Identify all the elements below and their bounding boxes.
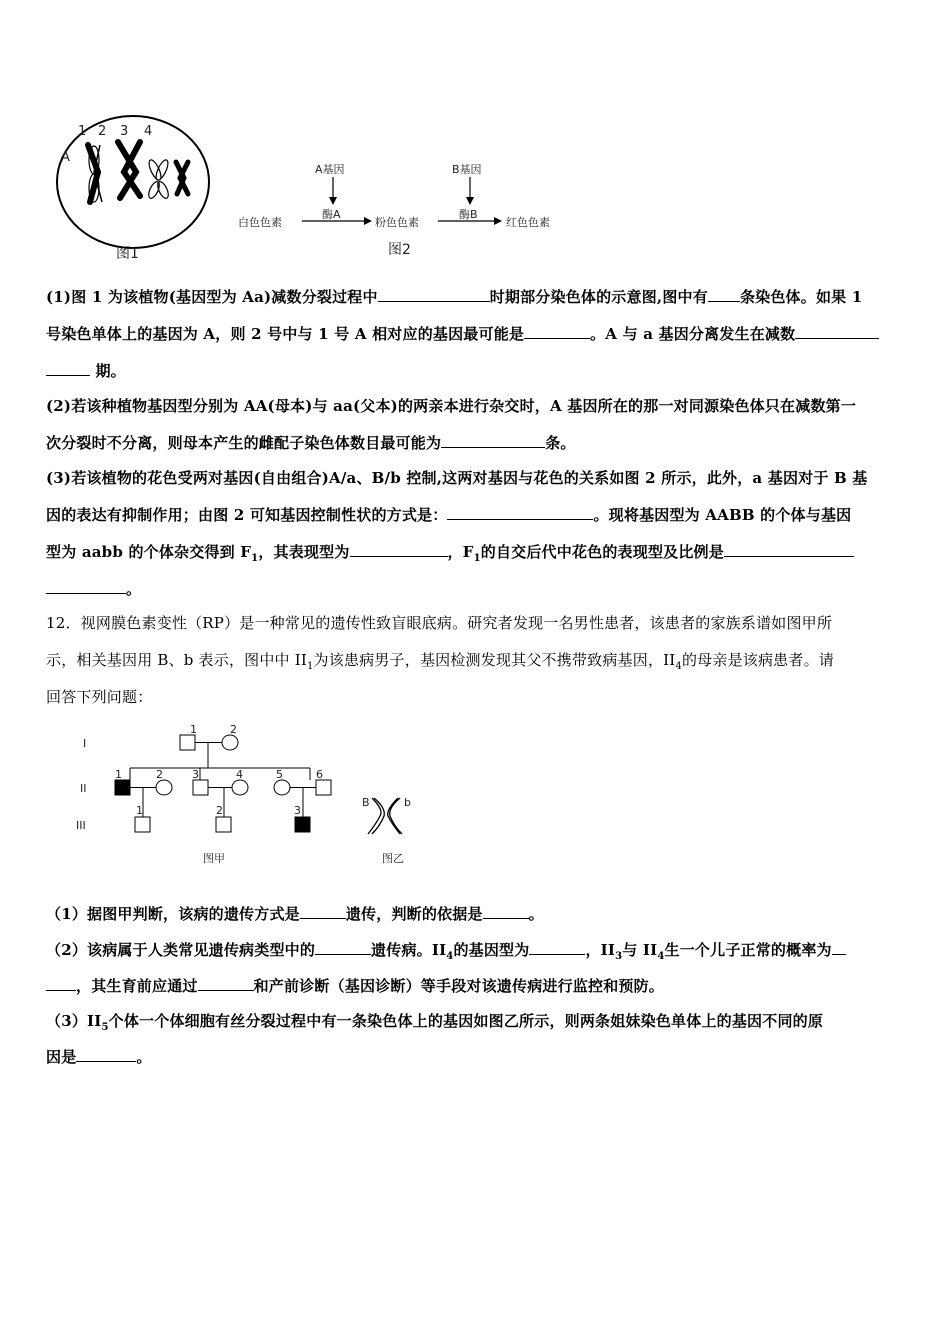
q11-part2-line2 (46, 433, 906, 453)
text: 因是 (46, 1048, 77, 1066)
subscript: 3 (615, 951, 623, 962)
figure-1 (50, 110, 215, 265)
q11-part3-line1 (46, 468, 906, 488)
cell-diagram (50, 110, 215, 265)
text: (1)图 1 为该植物(基因型为 Aa)减数分裂过程中 (46, 288, 378, 306)
text: 期。 (95, 362, 126, 380)
individual-ii-1: 1 (115, 768, 122, 781)
q11-part1-line3 (46, 361, 906, 381)
subscript: 4 (675, 661, 682, 672)
allele-b-lower: b (404, 796, 411, 809)
subscript: 4 (657, 951, 665, 962)
text: 回答下列问题： (46, 688, 153, 706)
answer-blank[interactable] (315, 940, 371, 955)
individual-iii-3: 3 (294, 804, 301, 817)
text: 为该患病男子，基因检测发现其父不携带致病基因，II (313, 651, 676, 669)
chromosome-number-1: 1 (78, 124, 87, 139)
subscript: 4 (446, 951, 454, 962)
individual-iii-2: 2 (216, 804, 223, 817)
answer-blank[interactable] (46, 579, 126, 594)
text: 条染色体。如果 1 (739, 288, 863, 306)
pigment-red: 红色色素 (506, 216, 550, 229)
subscript: 1 (251, 553, 259, 564)
pigment-white: 白色色素 (238, 216, 282, 229)
answer-blank[interactable] (529, 940, 585, 955)
text: 。现将基因型为 AABB 的个体与基因 (593, 506, 852, 524)
q11-part3-line4 (46, 579, 906, 599)
answer-blank[interactable] (441, 433, 545, 448)
text: 遗传病。II (371, 941, 447, 959)
chromosome-small-dark (176, 162, 188, 194)
q11-part1-line2 (46, 324, 906, 344)
chromosome-number-2: 2 (98, 124, 107, 139)
text: 。 (126, 580, 142, 598)
answer-blank[interactable] (378, 287, 490, 302)
text: 和产前诊断（基因诊断）等手段对该遗传病进行监控和预防。 (253, 977, 665, 995)
gene-a-label: A基因 (315, 163, 345, 176)
text: 号染色单体上的基因为 A，则 2 号中与 1 号 A 相对应的基因最可能是 (46, 325, 525, 343)
individual-ii-2: 2 (156, 768, 163, 781)
chromosome-number-3: 3 (120, 124, 129, 139)
text: ，F (447, 543, 474, 561)
figure-yi-caption: 图乙 (382, 852, 404, 865)
answer-blank[interactable] (46, 361, 90, 376)
text: ，其生育前应通过 (76, 977, 198, 995)
text: 条。 (545, 434, 576, 452)
text: 的母亲是该病患者。请 (681, 651, 834, 669)
text: 时期部分染色体的示意图,图中有 (489, 288, 708, 306)
enzyme-a-label: 酶A (322, 208, 341, 221)
text: (2)若该种植物基因型分别为 AA(母本)与 aa(父本)的两亲本进行杂交时，A 基因所在的那一对同源染色体只在减数第一 (46, 397, 857, 415)
individual-iii-1: 1 (136, 804, 143, 817)
generation-label-iii: III (76, 819, 86, 832)
gene-b-label: B基因 (452, 163, 482, 176)
subscript: 1 (306, 661, 314, 672)
answer-blank[interactable] (795, 324, 879, 339)
q12-sub3-line2 (46, 1047, 906, 1067)
figure-2-caption: 图2 (388, 242, 411, 258)
figure-2 (230, 155, 580, 265)
text: 型为 aabb 的个体杂交得到 F (46, 543, 252, 561)
subscript: 5 (101, 1022, 109, 1033)
answer-blank[interactable] (300, 904, 346, 919)
allele-b-upper: B (362, 796, 370, 809)
gene-label-a: A (61, 150, 70, 165)
text: （2）该病属于人类常见遗传病类型中的 (46, 941, 316, 959)
enzyme-b-label: 酶B (459, 208, 478, 221)
individual-ii-4: 4 (236, 768, 243, 781)
q11-part3-line3 (46, 542, 906, 569)
text: 与 II (622, 941, 658, 959)
q11-part2-line1 (46, 396, 906, 416)
text: ，其表现型为 (258, 543, 350, 561)
text: 示，相关基因用 B、b 表示，图中中 II (46, 651, 307, 669)
q12-line1 (46, 613, 906, 633)
figure-1-caption: 图1 (116, 246, 139, 262)
text: （1）据图甲判断，该病的遗传方式是 (46, 905, 300, 923)
chromosome-1-2 (88, 145, 102, 202)
text: （3）II (46, 1012, 102, 1030)
individual-ii-5: 5 (276, 768, 283, 781)
q12-sub3-line1 (46, 1011, 906, 1038)
answer-blank[interactable] (832, 940, 846, 955)
answer-blank[interactable] (76, 1047, 136, 1062)
individual-ii-3: 3 (192, 768, 199, 781)
q11-part1-line1 (46, 287, 906, 307)
text: 个体一个体细胞有丝分裂过程中有一条染色体上的基因如图乙所示，则两条姐妹染色单体上的基因不同的原 (108, 1012, 824, 1030)
individual-i-1: 1 (190, 723, 197, 736)
text: 遗传，判断的依据是 (345, 905, 483, 923)
text: 。 (528, 905, 544, 923)
answer-blank[interactable] (198, 976, 254, 991)
answer-blank[interactable] (447, 505, 593, 520)
answer-blank[interactable] (524, 324, 590, 339)
text: 因的表达有抑制作用；由图 2 可知基因控制性状的方式是： (46, 506, 448, 524)
q12-line2 (46, 650, 906, 677)
answer-blank[interactable] (708, 287, 740, 302)
text: 。A 与 a 基因分离发生在减数 (590, 325, 796, 343)
q12-sub2-line2 (46, 976, 906, 996)
individual-i-2: 2 (230, 723, 237, 736)
text: 的自交后代中花色的表现型及比例是 (480, 543, 724, 561)
text: ，II (585, 941, 616, 959)
chromosome-3-4 (118, 142, 140, 198)
text: 。 (136, 1048, 152, 1066)
text: 12．视网膜色素变性（RP）是一种常见的遗传性致盲眼底病。研究者发现一名男性患者，该患者的家族系谱如图甲所 (46, 614, 833, 632)
pedigree-caption: 图甲 (203, 852, 225, 865)
text: 生一个儿子正常的概率为 (664, 941, 832, 959)
chromosome-figure-yi (360, 790, 420, 870)
text: (3)若该植物的花色受两对基因(自由组合)A/a、B/b 控制,这两对基因与花色的关系如图 2 所示，此外，a 基因对于 B 基 (46, 469, 868, 487)
q11-part3-line2 (46, 505, 906, 525)
answer-blank[interactable] (724, 542, 854, 557)
text: 的基因型为 (453, 941, 530, 959)
chromosome-light (147, 158, 171, 200)
text: 次分裂时不分离，则母本产生的雌配子染色体数目最可能为 (46, 434, 442, 452)
q12-line3 (46, 687, 906, 707)
chromosome-number-4: 4 (144, 124, 153, 139)
individual-ii-6: 6 (316, 768, 323, 781)
generation-label-i: I (83, 737, 87, 750)
q12-sub2-line1 (46, 940, 906, 967)
answer-blank[interactable] (350, 542, 448, 557)
answer-blank[interactable] (46, 976, 76, 991)
q12-sub1 (46, 904, 906, 924)
generation-label-ii: II (80, 782, 87, 795)
pigment-pink: 粉色色素 (375, 216, 419, 229)
answer-blank[interactable] (483, 904, 529, 919)
subscript: 1 (473, 553, 481, 564)
